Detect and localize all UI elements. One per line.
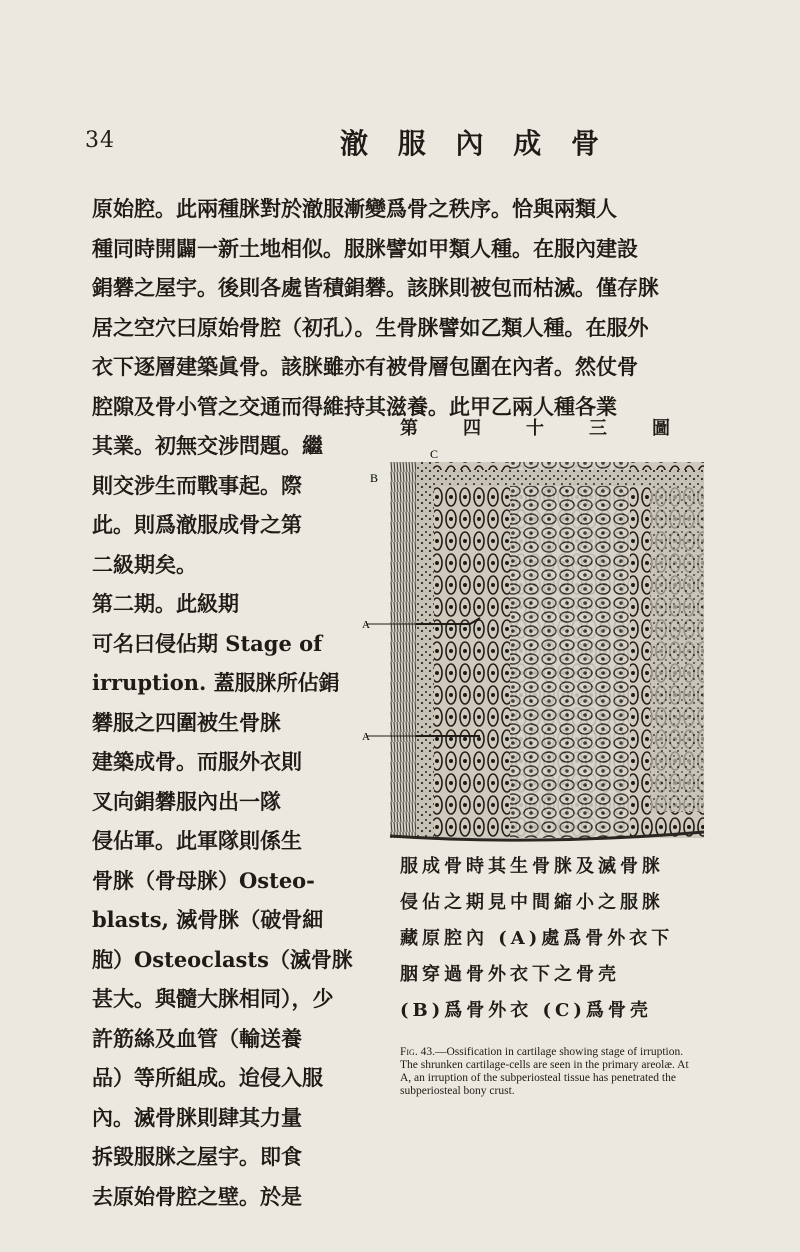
text-line-column: 內。滅骨脒則肆其力量 (92, 1104, 302, 1130)
text-line-column: 去原始骨腔之壁。於是 (92, 1183, 302, 1209)
caption-cn-line: 服成骨時其生骨脒及滅骨脒 (400, 856, 664, 877)
caption-cn-line: 藏原腔內 (A)處爲骨外衣下 (400, 928, 674, 949)
text-line-column: 此。則爲澈服成骨之第 (92, 512, 302, 537)
text-line-column: 礬服之四圍被生骨脒 (92, 709, 281, 735)
text-line-column: 侵佔軍。此軍隊則係生 (92, 828, 302, 853)
text-line-column: 則交涉生而戰事起。際 (92, 472, 302, 498)
text-line-column: 品）等所組成。迨侵入服 (92, 1065, 323, 1090)
text-line-column: 建築成骨。而服外衣則 (92, 749, 302, 774)
primary-areolae-region (510, 462, 630, 838)
histology-figure (360, 442, 720, 846)
figure-heading-char: 十 (526, 418, 544, 439)
text-line-full: 衣下逐層建築眞骨。該脒雖亦有被骨層包圍在內者。然仗骨 (92, 354, 638, 379)
text-line-column: blasts, 滅骨脒（破骨細 (92, 907, 324, 932)
text-line-column: 拆毀服脒之屋宇。即食 (92, 1144, 302, 1169)
figure-label-a-upper: A (362, 619, 370, 631)
figure-heading-char: 四 (463, 418, 481, 439)
figure-heading (400, 414, 670, 440)
periosteum-layer (390, 462, 416, 838)
bony-crust-layer (416, 462, 434, 838)
text-line-column: 骨脒（骨母脒）Osteo- (92, 867, 315, 893)
caption-cn-line: 侵佔之期見中間縮小之服脒 (400, 892, 664, 913)
figure-heading-char: 三 (589, 418, 607, 439)
figure-label-b: B (370, 471, 379, 485)
text-line-column: 許筋絲及血管（輸送養 (92, 1025, 302, 1051)
text-line-full: 居之空穴曰原始骨腔（初孔）。生骨脒譬如乙類人種。在服外 (92, 314, 649, 340)
text-line-column: 可名曰侵佔期 Stage of (92, 630, 323, 656)
text-line-full: 原始腔。此兩種脒對於澈服漸變爲骨之秩序。恰與兩類人 (92, 196, 617, 221)
text-line-column: 第二期。此級期 (92, 591, 239, 616)
caption-cn-line: 胭穿過骨外衣下之骨壳 (400, 964, 620, 985)
text-line-full: 種同時開闢一新土地相似。服脒譬如甲類人種。在服內建設 (92, 235, 638, 261)
caption-figure-label: Fig. 43. (400, 1046, 435, 1058)
figure-label-c: C (430, 447, 439, 461)
figure-caption-english (400, 1046, 700, 1098)
page-number: 34 (85, 128, 115, 153)
text-line-column: 胞）Osteoclasts（滅骨脒 (92, 946, 353, 972)
running-title: 澈 服 內 成 骨 (340, 127, 609, 160)
top-margin-layer (416, 470, 704, 486)
caption-english-text: —Ossification in cartilage showing stage of irruption. The shrunken cartilage-cells are seen in the primary areolæ. At A, an irruption of the subperiosteal tissue has penetrated the subperiosteal bony crust. (400, 1046, 689, 1097)
text-line-full: 鋗礬之屋宇。後則各處皆積鋗礬。該脒則被包而枯滅。僅存脒 (92, 275, 659, 300)
figure-heading-char: 第 (400, 418, 418, 439)
text-line-column: 二級期矣。 (92, 551, 197, 577)
figure-label-a-lower: A (362, 731, 370, 743)
text-line-column: 甚大。與髓大脒相同），少 (92, 986, 334, 1011)
text-line-column: 叉向鋗礬服內出一隊 (92, 788, 281, 814)
text-line-column: irruption. 蓋服脒所佔鋗 (92, 670, 340, 695)
text-line-full: 腔隙及骨小管之交通而得維持其滋養。此甲乙兩人種各業 (92, 393, 617, 419)
ossifying-zone (650, 482, 704, 812)
text-line-column: 其業。初無交涉問題。繼 (92, 433, 323, 458)
figure-heading-char: 圖 (652, 418, 670, 439)
caption-cn-line: (B)爲骨外衣 (C)爲骨壳 (400, 1000, 652, 1021)
